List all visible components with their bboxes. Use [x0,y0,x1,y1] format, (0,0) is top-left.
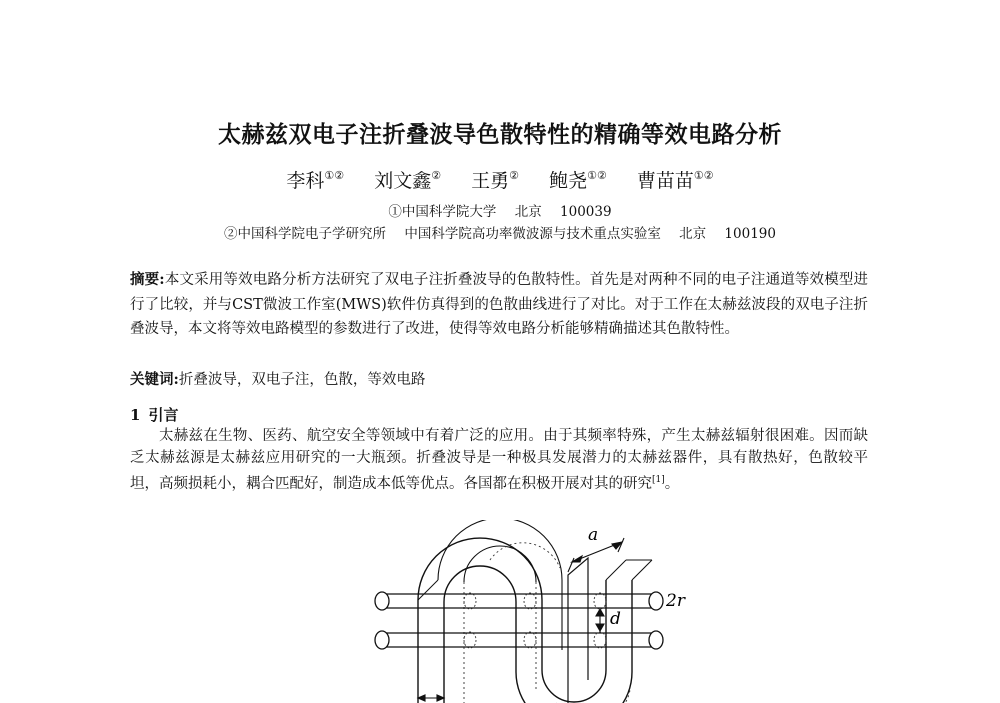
waveguide-end-face [568,558,588,703]
author-name: 曹苗苗 [636,170,694,192]
author-name: 鲍尧 [549,170,588,192]
author-name: 刘文鑫 [374,170,432,192]
author-name: 王勇 [471,170,510,192]
keywords-text: 折叠波导，双电子注，色散，等效电路 [178,372,426,388]
section-body [130,425,868,495]
waveguide-back-outline [438,520,562,650]
author [549,170,607,192]
section-text: 太赫兹在生物、医药、航空安全等领域中有着广泛的应用。由于其频率特殊，产生太赫兹辐射很困难。因而缺乏太赫兹源是太赫兹应用研究的一大瓶颈。折叠波导是一种极具发展潜力的太赫兹器件，具有散热好，色散较平坦，高频损耗小，耦合匹配好，制造成本低等优点。各国都在积极开展对其的研究 [130,428,868,492]
author [471,170,519,192]
citation-ref: [1] [652,475,665,485]
beam-tunnel-end [375,592,389,610]
author-affiliation-marks: ② [431,169,442,182]
author-affiliation-marks: ①② [693,169,714,182]
paper-title: 太赫兹双电子注折叠波导色散特性的精确等效电路分析 [218,122,782,148]
author-affiliation-marks: ①② [587,169,607,182]
waveguide-back-inner [464,546,536,582]
affiliation-city: 北京 [679,226,707,242]
keywords [130,368,868,392]
affiliation-name: ①中国科学院大学 [388,204,497,220]
label-a: a [588,525,599,545]
affiliation-lab: 中国科学院高功率微波源与技术重点实验室 [404,226,661,242]
affiliation-postcode: 100190 [724,226,776,242]
section-title: 引言 [148,406,179,424]
section-number: 1 [130,406,141,424]
author-list [0,166,1000,193]
folded-waveguide-figure [360,520,720,703]
label-2r: 2r [666,591,685,611]
keywords-label: 关键词: [130,371,179,388]
abstract-label: 摘要: [130,271,165,288]
section-text-end: 。 [664,476,680,492]
affiliation-2 [0,222,1000,242]
affiliation-postcode: 100039 [560,204,612,220]
author-affiliation-marks: ② [509,169,520,182]
waveguide-bend-outer [418,538,606,703]
author-affiliation-marks: ①② [324,169,345,182]
author [374,170,441,192]
affiliation-1 [0,200,1000,220]
section-heading [130,404,178,425]
beam-tunnel-end [649,592,663,610]
affiliation-name: ②中国科学院电子学研究所 [224,226,387,242]
author-name: 李科 [286,170,325,192]
abstract-text: 本文采用等效电路分析方法研究了双电子注折叠波导的色散特性。首先是对两种不同的电子注通道等效模型进行了比较，并与CST微波工作室(MWS)软件仿真得到的色散曲线进行了对比。对于工作在太赫兹波段的双电子注折叠波导，本文将等效电路模型的参数进行了改进，使得等效电路分析能够精确描述其色散特性。 [130,272,869,338]
abstract [130,268,868,342]
author [286,170,344,192]
affiliation-city: 北京 [514,204,542,220]
author [637,170,714,192]
label-d: d [610,609,621,629]
beam-tunnel-end [649,631,663,649]
beam-tunnel-end [375,631,389,649]
